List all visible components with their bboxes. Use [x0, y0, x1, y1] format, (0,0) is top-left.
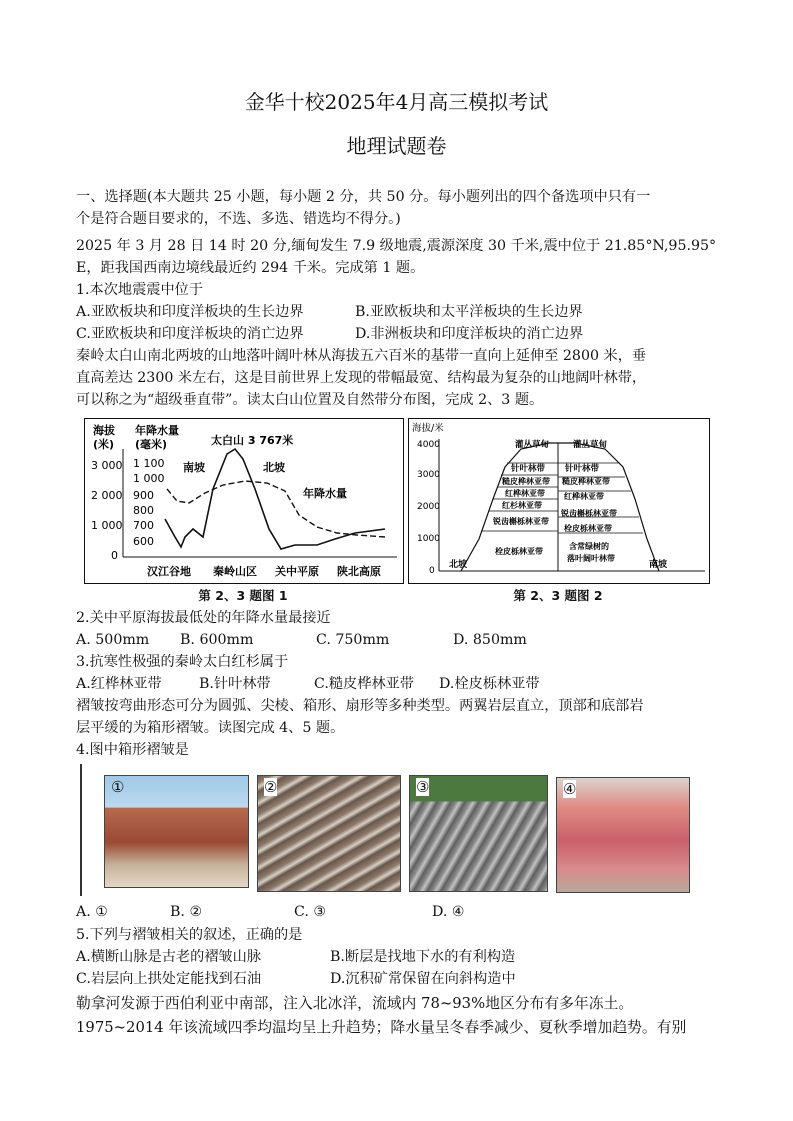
photo-1-label: ① — [111, 778, 125, 796]
figure-1-svg — [85, 419, 403, 583]
photo-2-label: ② — [264, 778, 278, 796]
photo-strip-left-edge — [80, 764, 82, 896]
fig1-right-tick-700: 700 — [133, 519, 154, 532]
q3-option-a: A.红桦林亚带 — [76, 676, 162, 692]
fig2-zone-left-5: 锐齿槲栎林亚带 — [493, 517, 549, 526]
q3-option-c: C.糙皮桦林亚带 — [314, 676, 414, 692]
fig2-north-label: 北坡 — [449, 560, 468, 570]
passage2-line-3: 可以称之为“超级垂直带”。读太白山位置及自然带分布图，完成 2、3 题。 — [76, 392, 544, 408]
fig2-zone-left-1: 针叶林带 — [511, 464, 546, 474]
q1-option-a: A.亚欧板块和印度洋板块的生长边界 — [76, 304, 304, 320]
q4-option-c: C. ③ — [294, 904, 327, 920]
figure-2-vertical-zones — [408, 418, 710, 584]
fig2-zone-left-0: 灌丛草甸 — [515, 440, 550, 450]
fig2-zone-right-7: 落叶阔叶林带 — [567, 554, 615, 563]
photo-4-label: ④ — [563, 780, 577, 798]
q5-stem: 5.下列与褶皱相关的叙述，正确的是 — [76, 927, 303, 943]
fig2-tick-3000: 3000 — [417, 470, 440, 480]
fig1-south-label: 南坡 — [183, 461, 205, 474]
q5-option-d: D.沉积矿常保留在向斜构造中 — [330, 971, 516, 987]
passage3-line-1: 褶皱按弯曲形态可分为圆弧、尖棱、箱形、扇形等多种类型。两翼岩层直立，顶部和底部岩 — [76, 698, 644, 714]
q2-option-c: C. 750mm — [316, 632, 390, 648]
fig1-ylabel-left-2: (米) — [93, 438, 115, 451]
q3-option-d: D.栓皮栎林亚带 — [439, 676, 540, 692]
fig1-ylabel-left-1: 海拔 — [93, 424, 115, 437]
fig2-zone-right-4: 锐齿槲栎林亚带 — [561, 509, 617, 518]
figure-2-caption: 第 2、3 题图 2 — [513, 588, 603, 603]
fig2-zone-left-2: 糙皮桦林亚带 — [502, 477, 550, 486]
fig1-right-tick-600: 600 — [133, 535, 154, 548]
figure-2-svg — [409, 419, 709, 583]
q3-option-b: B.针叶林带 — [199, 676, 271, 692]
fig1-right-tick-1100: 1 100 — [133, 457, 165, 470]
fig1-right-tick-800: 800 — [133, 504, 154, 517]
fig2-zone-right-5: 栓皮栎林亚带 — [564, 524, 612, 533]
fold-photo-2 — [257, 775, 401, 892]
q5-option-b: B.断层是找地下水的有利构造 — [330, 949, 516, 965]
q1-option-b: B.亚欧板块和太平洋板块的生长边界 — [355, 304, 583, 320]
fig1-left-tick-0: 0 — [111, 549, 118, 562]
fig1-right-tick-900: 900 — [133, 489, 154, 502]
q5-option-c: C.岩层向上拱处定能找到石油 — [76, 971, 262, 987]
q2-option-d: D. 850mm — [453, 632, 527, 648]
q2-option-a: A. 500mm — [76, 632, 150, 648]
fig1-left-tick-2000: 2 000 — [91, 489, 123, 502]
q2-stem: 2.关中平原海拔最低处的年降水量最接近 — [76, 610, 331, 626]
fig2-zone-left-6: 栓皮栎林亚带 — [495, 547, 543, 556]
fig1-x-label-3: 关中平原 — [275, 565, 319, 578]
passage2-line-2: 直高差达 2300 米左右，这是目前世界上发现的带幅最宽、结构最为复杂的山地阔叶林带， — [76, 370, 647, 386]
q1-option-d: D.非洲板块和印度洋板块的消亡边界 — [355, 326, 584, 342]
fig1-ylabel-right-1: 年降水量 — [135, 424, 179, 437]
fig2-zone-right-0: 灌丛草甸 — [573, 440, 608, 450]
q4-option-a: A. ① — [76, 904, 108, 920]
passage1-line-1: 2025 年 3 月 28 日 14 时 20 分,缅甸发生 7.9 级地震,震源深度 30 千米,震中位于 21.85°N,95.95° — [76, 238, 717, 254]
q4-stem: 4.图中箱形褶皱是 — [76, 742, 189, 758]
passage1-line-2: E，距我国西南边境线最近约 294 千米。完成第 1 题。 — [76, 260, 425, 276]
fig2-ylabel: 海拔/米 — [412, 423, 444, 434]
fig1-precip-label: 年降水量 — [303, 487, 347, 500]
q5-option-a: A.横断山脉是古老的褶皱山脉 — [76, 949, 262, 965]
fig1-left-tick-3000: 3 000 — [91, 459, 123, 472]
fig2-zone-right-2: 糙皮桦林亚带 — [562, 477, 610, 486]
q3-stem: 3.抗寒性极强的秦岭太白红杉属于 — [76, 654, 289, 670]
figure-1-caption: 第 2、3 题图 1 — [198, 588, 288, 603]
fold-photo-4 — [556, 777, 690, 893]
section-intro-line-1: 一、选择题(本大题共 25 小题，每小题 2 分，共 50 分。每小题列出的四个备选项中只有一 — [76, 189, 651, 205]
exam-title: 金华十校2025年4月高三模拟考试 — [244, 90, 549, 114]
q4-option-b: B. ② — [170, 904, 203, 920]
fig2-zone-left-3: 红桦林亚带 — [505, 489, 545, 498]
fig1-left-tick-1000: 1 000 — [91, 519, 123, 532]
fig2-mountain-outline — [461, 443, 659, 571]
fig2-tick-1000: 1000 — [417, 534, 440, 544]
fig2-tick-2000: 2000 — [417, 502, 440, 512]
fig2-zone-right-6: 含常绿树的 — [569, 542, 609, 551]
q2-option-b: B. 600mm — [180, 632, 254, 648]
fig2-zone-left-4: 红杉林亚带 — [502, 501, 542, 510]
exam-subtitle: 地理试题卷 — [346, 134, 447, 158]
fig2-south-label: 南坡 — [649, 560, 668, 570]
fold-photo-1 — [104, 775, 249, 888]
passage2-line-1: 秦岭太白山南北两坡的山地落叶阔叶林从海拔五六百米的基带一直向上延伸至 2800 米，垂 — [76, 348, 647, 364]
passage4-line-2: 1975~2014 年该流域四季均温均呈上升趋势；降水量呈冬春季减少、夏秋季增加趋势。有别 — [76, 1019, 687, 1036]
passage3-line-2: 层平缓的为箱形褶皱。读图完成 4、5 题。 — [76, 720, 345, 736]
fold-photo-3 — [409, 775, 548, 892]
passage4-line-1: 勒拿河发源于西伯利亚中南部，注入北冰洋，流域内 78~93%地区分布有多年冻土。 — [76, 995, 634, 1012]
photo-3-label: ③ — [416, 778, 430, 796]
fig1-right-tick-1000: 1 000 — [133, 472, 165, 485]
fig2-tick-0: 0 — [429, 566, 435, 576]
fig1-x-label-4: 陕北高原 — [337, 565, 381, 578]
fig1-north-label: 北坡 — [263, 461, 285, 474]
q1-stem: 1.本次地震震中位于 — [76, 282, 204, 298]
fig2-tick-4000: 4000 — [417, 440, 440, 450]
section-intro-line-2: 个是符合题目要求的，不选、多选、错选均不得分。) — [76, 211, 401, 227]
fig1-precip-line — [167, 481, 385, 537]
figure-1-taibai-profile — [84, 418, 404, 584]
fig1-x-label-2: 秦岭山区 — [213, 565, 257, 578]
fig1-peak-label: 太白山 3 767米 — [211, 434, 294, 447]
fig1-x-label-1: 汉江谷地 — [147, 565, 191, 578]
q1-option-c: C.亚欧板块和印度洋板块的消亡边界 — [76, 326, 304, 342]
fig2-zone-right-1: 针叶林带 — [565, 464, 600, 474]
fig1-ylabel-right-2: (毫米) — [135, 438, 168, 451]
fig2-zone-right-3: 红桦林亚带 — [564, 492, 604, 501]
q4-option-d: D. ④ — [432, 904, 465, 920]
